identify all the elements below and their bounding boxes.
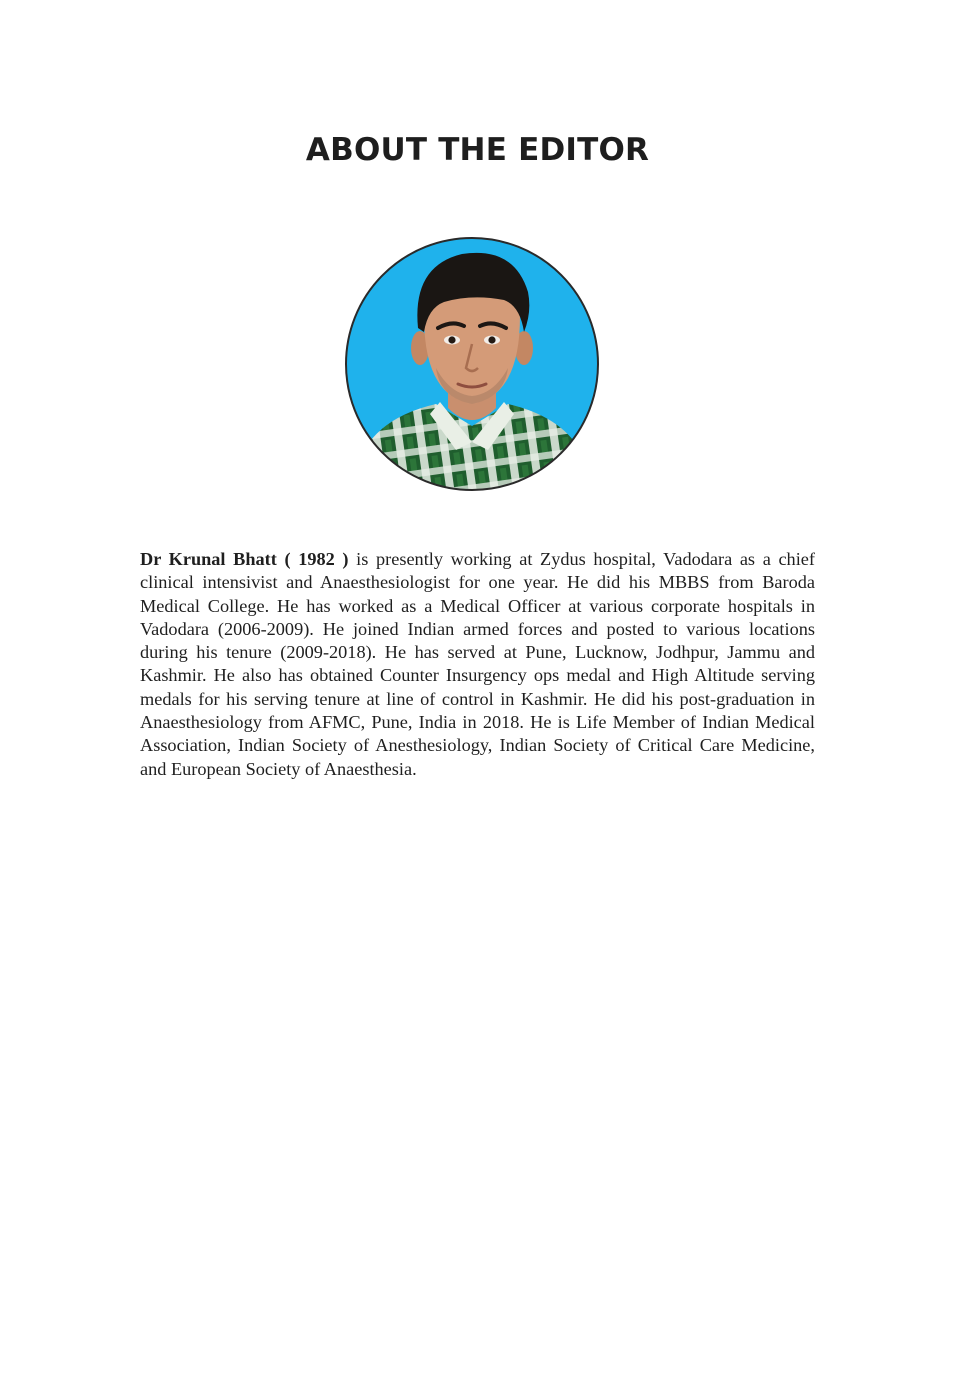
editor-portrait-photo [344,236,600,492]
page-title: ABOUT THE EDITOR [305,132,650,168]
bio-text: is presently working at Zydus hospital, Vadodara as a chief clinical intensivist and Anaesthesiologist for one year. He did his MBBS from Baroda Medical College. He has worked as a Medical Officer at various corporate hospitals in Vadodara (2006-2009). He joined Indian armed forces and posted to various locations during his tenure (2009-2018). He has served at Pune, Lucknow, Jodhpur, Jammu and Kashmir. He also has obtained Counter Insurgency ops medal and High Altitude serving medals for his serving tenure at line of control in Kashmir. He did his post-graduation in Anaesthesiology from AFMC, Pune, India in 2018. He is Life Member of Indian Medical Association, Indian Society of Anesthesiology, Indian Society of Critical Care Medicine, and European Society of Anaesthesia. [140,549,815,779]
editor-name: Dr Krunal Bhatt [140,549,277,569]
pupil-right [488,336,495,343]
editor-birth-year: ( 1982 ) [284,549,349,569]
pupil-left [448,336,455,343]
editor-bio [140,548,815,781]
